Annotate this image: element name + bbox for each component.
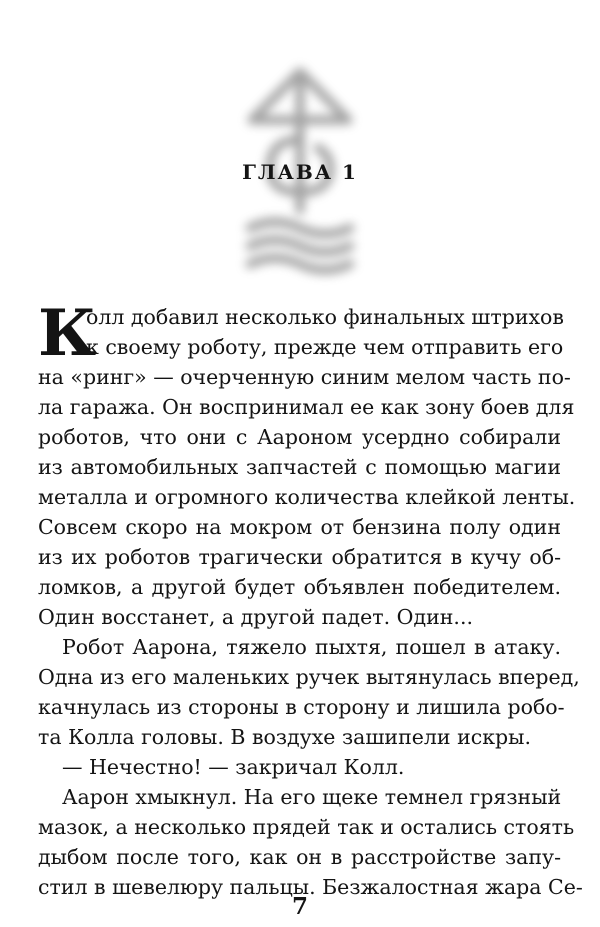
text-line: Робот Аарона, тяжело пыхтя, пошел в атаку. xyxy=(62,635,561,659)
text-line: Совсем скоро на мокром от бензина полу один xyxy=(38,515,561,539)
paragraph-2 xyxy=(38,632,580,752)
page-number: 7 xyxy=(291,893,308,920)
text-line: металла и огромного количества клейкой ленты. xyxy=(38,485,576,509)
text-line: Одна из его маленьких ручек вытянулась вперед, xyxy=(38,665,580,689)
text-line: та Колла головы. В воздухе зашипели искры. xyxy=(38,725,531,749)
text-line: к своему роботу, прежде чем отправить его xyxy=(86,335,564,359)
paragraph-3 xyxy=(38,752,561,782)
text-line: дыбом после того, как он в расстройстве запу- xyxy=(38,845,561,869)
text-line: из их роботов трагически обратится в кучу об- xyxy=(38,545,561,569)
chapter-title: ГЛАВА 1 xyxy=(242,160,358,184)
text-line: из автомобильных запчастей с помощью магии xyxy=(38,455,561,479)
text-line: мазок, а несколько прядей так и остались стоять xyxy=(38,815,575,839)
paragraph-1 xyxy=(38,296,576,632)
page-body xyxy=(38,296,583,902)
text-line: стил в шевелюру пальцы. Безжалостная жара Се- xyxy=(38,875,583,899)
drop-cap: К xyxy=(38,296,97,371)
text-line: ла гаража. Он воспринимал ее как зону боев для xyxy=(38,395,575,419)
text-line: — Нечестно! — закричал Колл. xyxy=(62,755,405,779)
text-line: роботов, что они с Аароном усердно собирали xyxy=(38,425,561,449)
text-line: качнулась из стороны в сторону и лишила робо- xyxy=(38,695,565,719)
text-line: ломков, а другой будет объявлен победителем. xyxy=(38,575,561,599)
text-line: олл добавил несколько финальных штрихов xyxy=(86,305,564,329)
text-line: Аарон хмыкнул. На его щеке темнел грязный xyxy=(62,785,562,809)
paragraph-4 xyxy=(38,782,583,902)
text-line: Один восстанет, а другой падет. Один... xyxy=(38,605,473,629)
text-line: на «ринг» — очерченную синим мелом часть по- xyxy=(38,365,571,389)
